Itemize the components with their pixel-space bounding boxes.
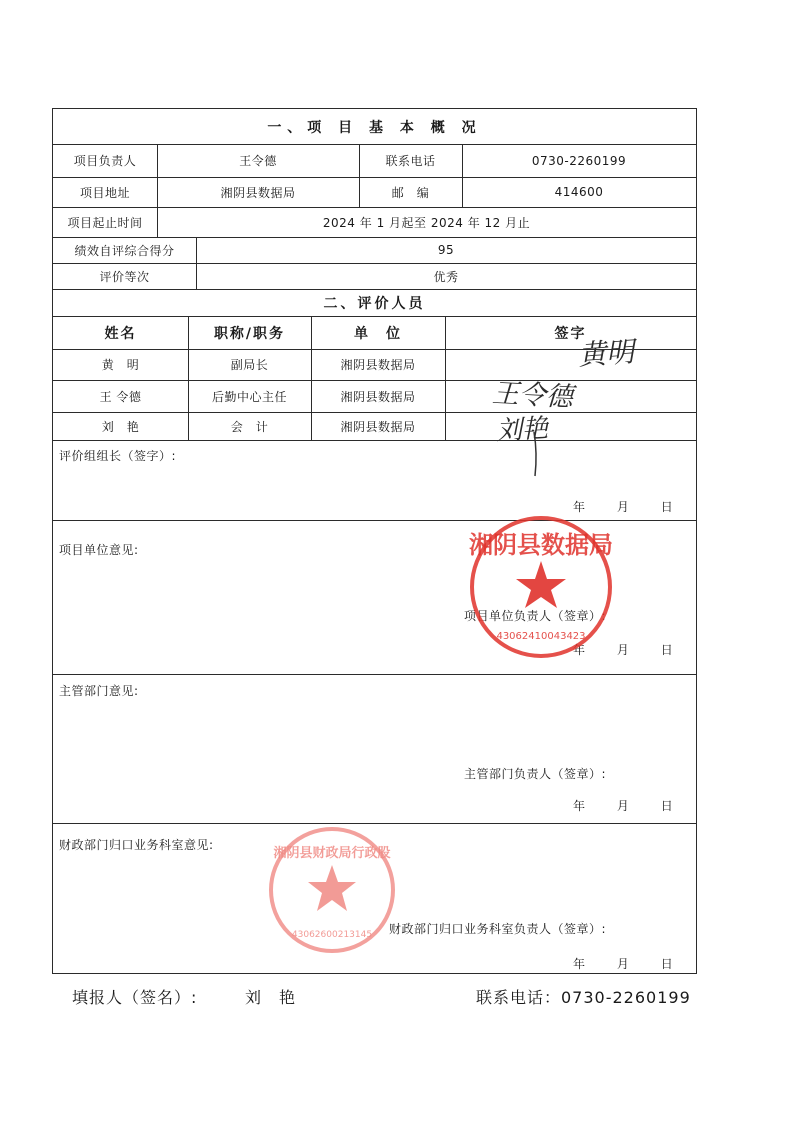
data-bureau-seal [458, 513, 624, 661]
section2-title: 二、评价人员 [323, 295, 426, 312]
grade-value: 优秀 [433, 269, 459, 284]
finance-bureau-seal [262, 825, 402, 955]
phone-label: 联系电话 [385, 154, 436, 168]
date-line [573, 955, 673, 972]
leader-label: 项目负责人 [73, 154, 137, 168]
person-unit: 湘阴县数据局 [340, 419, 416, 434]
finance-signer-label: 财政部门归口业务科室负责人（签章）: [389, 922, 607, 936]
score-value: 95 [437, 243, 455, 257]
project-unit-signer-label: 项目单位负责人（签章）: [464, 609, 607, 623]
date-line [573, 797, 673, 814]
signature-stroke [520, 430, 550, 480]
signature-huang-ming: 黄明 [577, 335, 636, 372]
year-label: 年 [573, 799, 586, 813]
seal-name-text: 湘阴县数据局 [469, 531, 613, 559]
finance-opinion-label: 财政部门归口业务科室意见: [59, 838, 214, 852]
header-signature: 签字 [554, 325, 587, 342]
postcode-label: 邮 编 [391, 185, 430, 200]
supervisor-opinion-label: 主管部门意见: [59, 684, 139, 698]
supervisor-signer-label: 主管部门负责人（签章）: [464, 767, 607, 781]
leader-value: 王令德 [239, 154, 277, 168]
header-name: 姓名 [104, 325, 137, 342]
day-label: 日 [660, 500, 673, 514]
day-label: 日 [660, 799, 673, 813]
person-unit: 湘阴县数据局 [340, 389, 416, 404]
person-title: 副局长 [230, 358, 269, 372]
phone-value: 0730-2260199 [531, 153, 627, 168]
person-unit: 湘阴县数据局 [340, 358, 416, 372]
postcode-value: 414600 [554, 185, 604, 199]
filler-name: 刘 艳 [245, 988, 297, 1007]
signature-wang-lingde: 王令德 [491, 377, 574, 414]
month-label: 月 [616, 500, 629, 514]
year-label: 年 [573, 957, 586, 971]
footer-phone: 联系电话：0730-2260199 [476, 988, 691, 1007]
project-unit-opinion-label: 项目单位意见: [59, 543, 139, 557]
person-name: 黄 明 [101, 358, 140, 372]
person-title: 会 计 [230, 419, 269, 434]
score-label: 绩效自评综合得分 [74, 243, 175, 258]
section1-title: 一、项 目 基 本 概 况 [267, 119, 482, 136]
period-label: 项目起止时间 [67, 215, 143, 230]
header-title: 职称/职务 [213, 325, 286, 342]
year-label: 年 [573, 643, 586, 657]
period-value: 2024 年 1 月起至 2024 年 12 月止 [322, 215, 531, 230]
month-label: 月 [616, 643, 629, 657]
person-name: 王 令德 [99, 389, 142, 404]
signature-liu-yan: 刘艳 [495, 413, 549, 447]
day-label: 日 [660, 643, 673, 657]
filler-label: 填报人（签名）: [72, 988, 198, 1007]
address-label: 项目地址 [79, 185, 130, 200]
header-unit: 单 位 [354, 325, 402, 342]
person-title: 后勤中心主任 [211, 389, 287, 404]
seal-code-text: 43062410043423 [496, 631, 586, 642]
seal-code-text: 43062600213145 [291, 930, 373, 940]
address-value: 湘阴县数据局 [220, 185, 296, 200]
person-name: 刘 艳 [101, 419, 140, 434]
grade-label: 评价等次 [99, 269, 150, 284]
seal-name-text: 湘阴县财政局行政股 [273, 846, 391, 861]
month-label: 月 [616, 799, 629, 813]
group-leader-label: 评价组组长（签字）: [59, 449, 177, 463]
year-label: 年 [573, 500, 586, 514]
day-label: 日 [660, 957, 673, 971]
month-label: 月 [616, 957, 629, 971]
